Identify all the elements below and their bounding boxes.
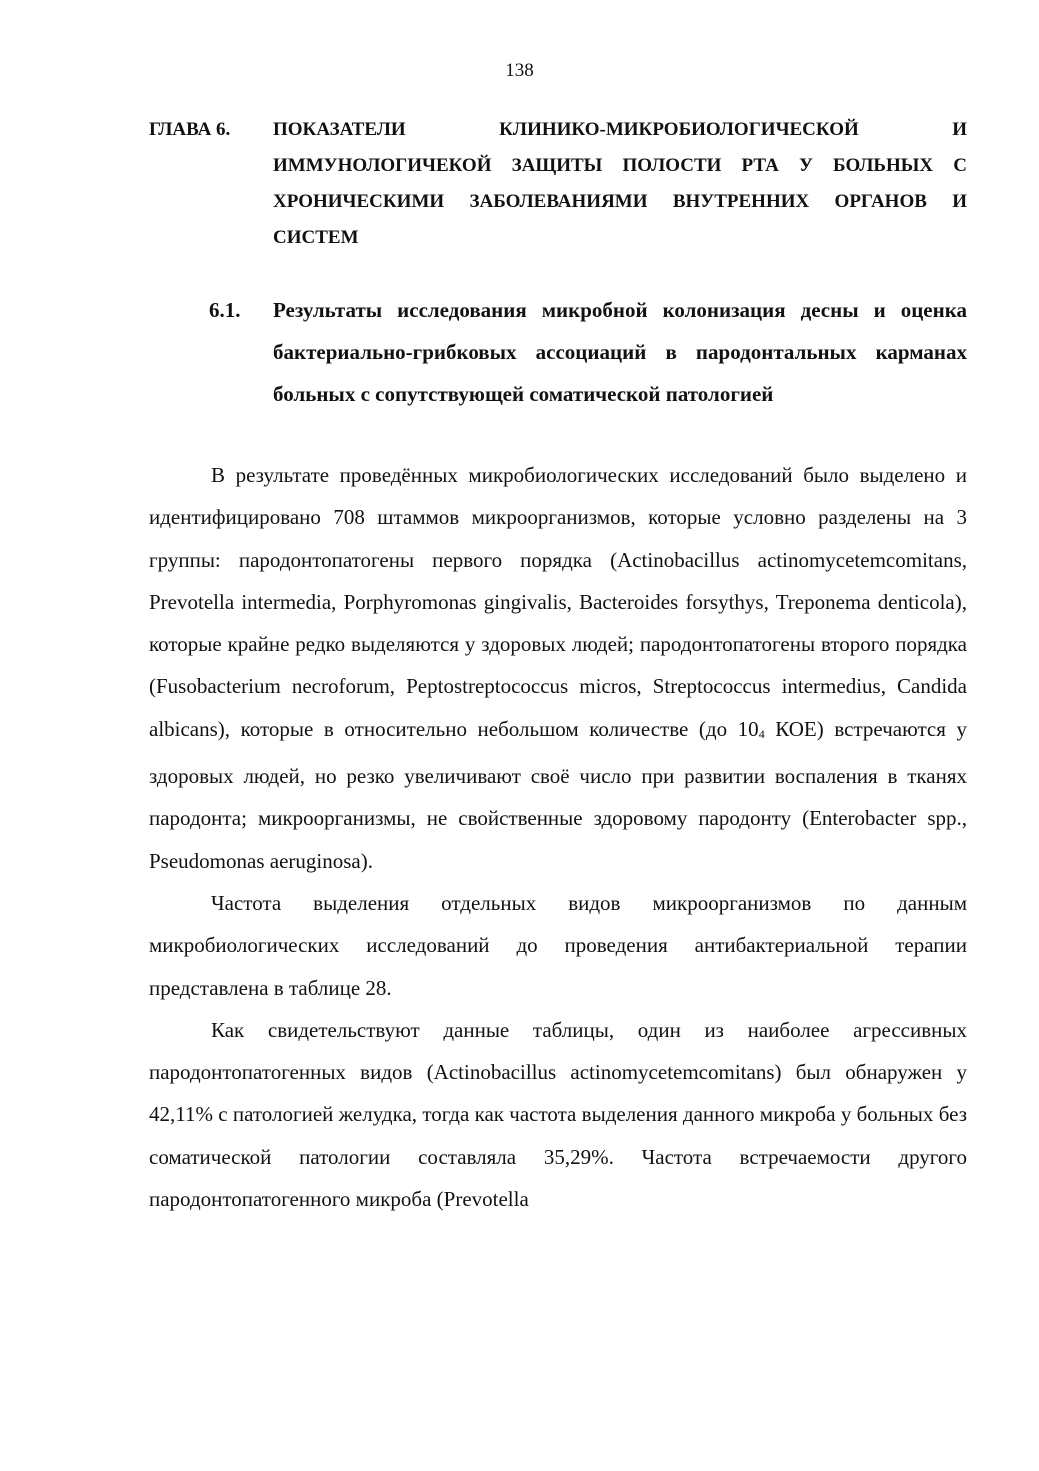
paragraph-1-text-b: КОЕ) встречаются у здоровых людей, но резко увеличивают своё число при развитии воспаления в тканях пародонта; микроорганизмы, не свойственные здоровому пародонту (Enterobacter spp., Pseudomonas aeruginosa).	[149, 716, 967, 873]
paragraph-2: Частота выделения отдельных видов микроорганизмов по данным микробиологических исследований до проведения антибактериальной терапии представлена в таблице 28.	[149, 890, 967, 1000]
paragraph-1-text-a: В результате проведённых микробиологических исследований было выделено и идентифицировано 708 штаммов микроорганизмов, которые условно разделены на 3 группы: пародонтопатогены первого порядка (Actinobacillus actinomycetemcomitans, Prevotella intermedia, Porphyromonas gingivalis, Bacteroides forsythys, Treponema denticola), которые крайне редко выделяются у здоровых людей; пародонтопатогены второго порядка (Fusobacterium necroforum, Peptostreptococcus micros, Streptococcus intermedius, Candida albicans), которые в относительно небольшом количестве (до 10	[149, 463, 967, 741]
chapter-number: ГЛАВА 6.	[149, 119, 231, 140]
paragraph-1-exponent: 4	[758, 726, 765, 741]
body-text	[149, 454, 967, 1220]
paragraph-3: Как свидетельствуют данные таблицы, один из наиболее агрессивных пародонтопатогенных видов (Actinobacillus actinomycetemcomitans) был обнаружен у 42,11% с патологией желудка, тогда как частота выделения данного микроба у больных без соматической патологии составляла 35,29%. Частота встречаемости другого пародонтопатогенного микроба (Prevotella	[149, 1017, 967, 1212]
chapter-title: ПОКАЗАТЕЛИ КЛИНИКО-МИКРОБИОЛОГИЧЕСКОЙ И ИММУНОЛОГИЧЕКОЙ ЗАЩИТЫ ПОЛОСТИ РТА У БОЛЬНЫХ С ХРОНИЧЕСКИМИ ЗАБОЛЕВАНИЯМИ ВНУТРЕННИХ ОРГАНОВ И СИСТЕМ	[273, 119, 967, 248]
section-number: 6.1.	[209, 298, 241, 322]
paragraph-1	[149, 454, 967, 882]
page-number: 138	[505, 60, 534, 81]
section-title: Результаты исследования микробной колонизация десны и оценка бактериально-грибковых ассоциаций в пародонтальных карманах больных с сопутствующей соматической патологией	[273, 298, 967, 406]
chapter-heading	[149, 112, 967, 256]
section-heading	[209, 289, 967, 415]
